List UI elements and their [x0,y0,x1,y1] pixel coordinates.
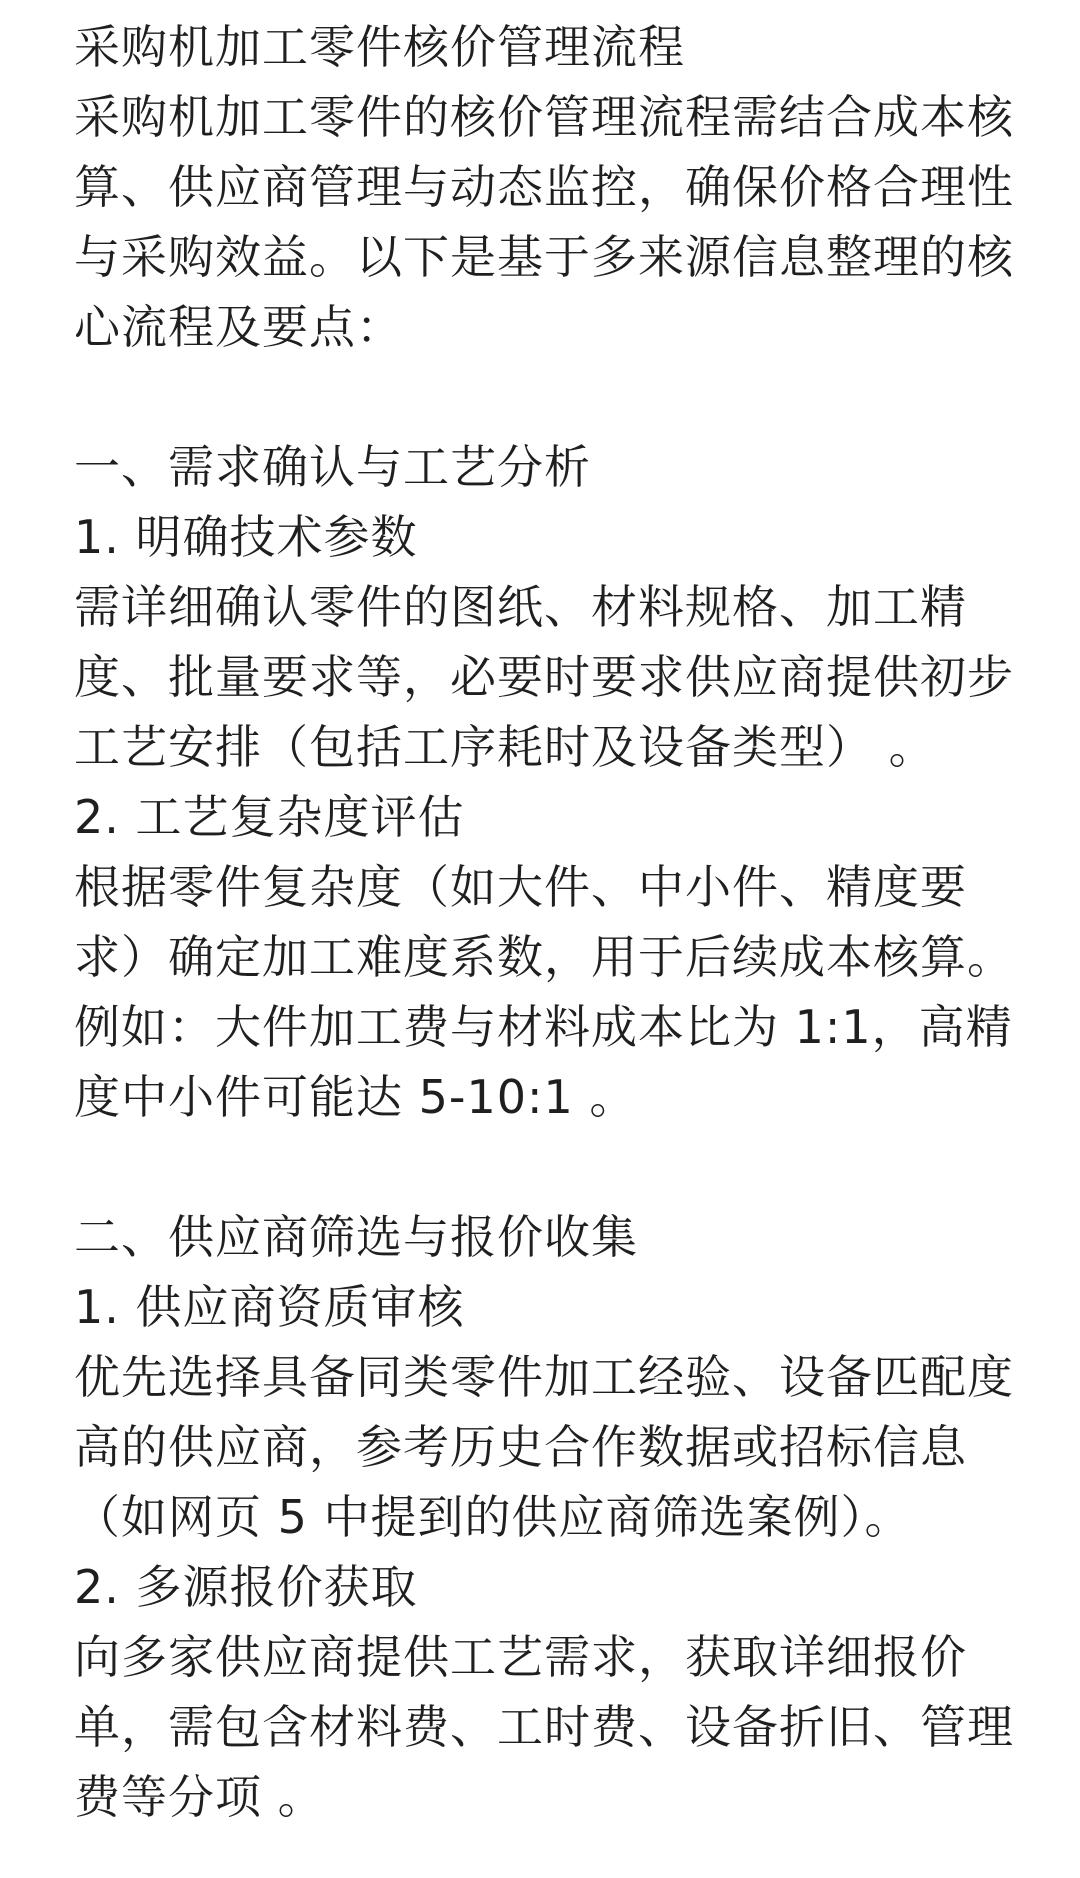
section2-item1-line-3: （如网页 5 中提到的供应商筛选案例）。 [74,1490,912,1544]
section1-item2-line-2: 求）确定加工难度系数，用于后续成本核算。 [74,930,1014,984]
section2-item1-line-2: 高的供应商，参考历史合作数据或招标信息 [74,1420,967,1474]
section2-item1-title: 1. 供应商资质审核 [74,1280,465,1334]
spacer [74,362,1014,432]
intro-line-1: 采购机加工零件的核价管理流程需结合成本核 [74,90,1014,144]
document-body [74,12,1014,1832]
section1-item1-line-2: 度、批量要求等，必要时要求供应商提供初步 [74,650,1014,704]
section2-item2-line-1: 向多家供应商提供工艺需求，获取详细报价 [74,1630,967,1684]
section1-item1-line-3: 工艺安排（包括工序耗时及设备类型） 。 [74,720,936,774]
section1-item1-title: 1. 明确技术参数 [74,510,418,564]
intro-line-4: 心流程及要点： [74,300,403,354]
section2-item1-line-1: 优先选择具备同类零件加工经验、设备匹配度 [74,1350,1014,1404]
section2-item2-line-2: 单，需包含材料费、工时费、设备折旧、管理 [74,1700,1014,1754]
section-heading-1: 一、需求确认与工艺分析 [74,440,591,494]
section1-item1-line-1: 需详细确认零件的图纸、材料规格、加工精 [74,580,967,634]
document-title: 采购机加工零件核价管理流程 [74,20,685,74]
intro-line-2: 算、供应商管理与动态监控，确保价格合理性 [74,160,1014,214]
bottom-crop-edge [0,1860,1080,1878]
section-heading-2: 二、供应商筛选与报价收集 [74,1210,638,1264]
intro-line-3: 与采购效益。以下是基于多来源信息整理的核 [74,230,1014,284]
section1-item2-line-1: 根据零件复杂度（如大件、中小件、精度要 [74,860,967,914]
section2-item2-title: 2. 多源报价获取 [74,1560,418,1614]
section2-item2-line-3: 费等分项 。 [74,1770,325,1824]
section1-item2-line-4: 度中小件可能达 5-10:1 。 [74,1070,637,1124]
section1-item2-title: 2. 工艺复杂度评估 [74,790,465,844]
section1-item2-line-3: 例如：大件加工费与材料成本比为 1:1，高精 [74,1000,1013,1054]
spacer [74,1132,1014,1202]
